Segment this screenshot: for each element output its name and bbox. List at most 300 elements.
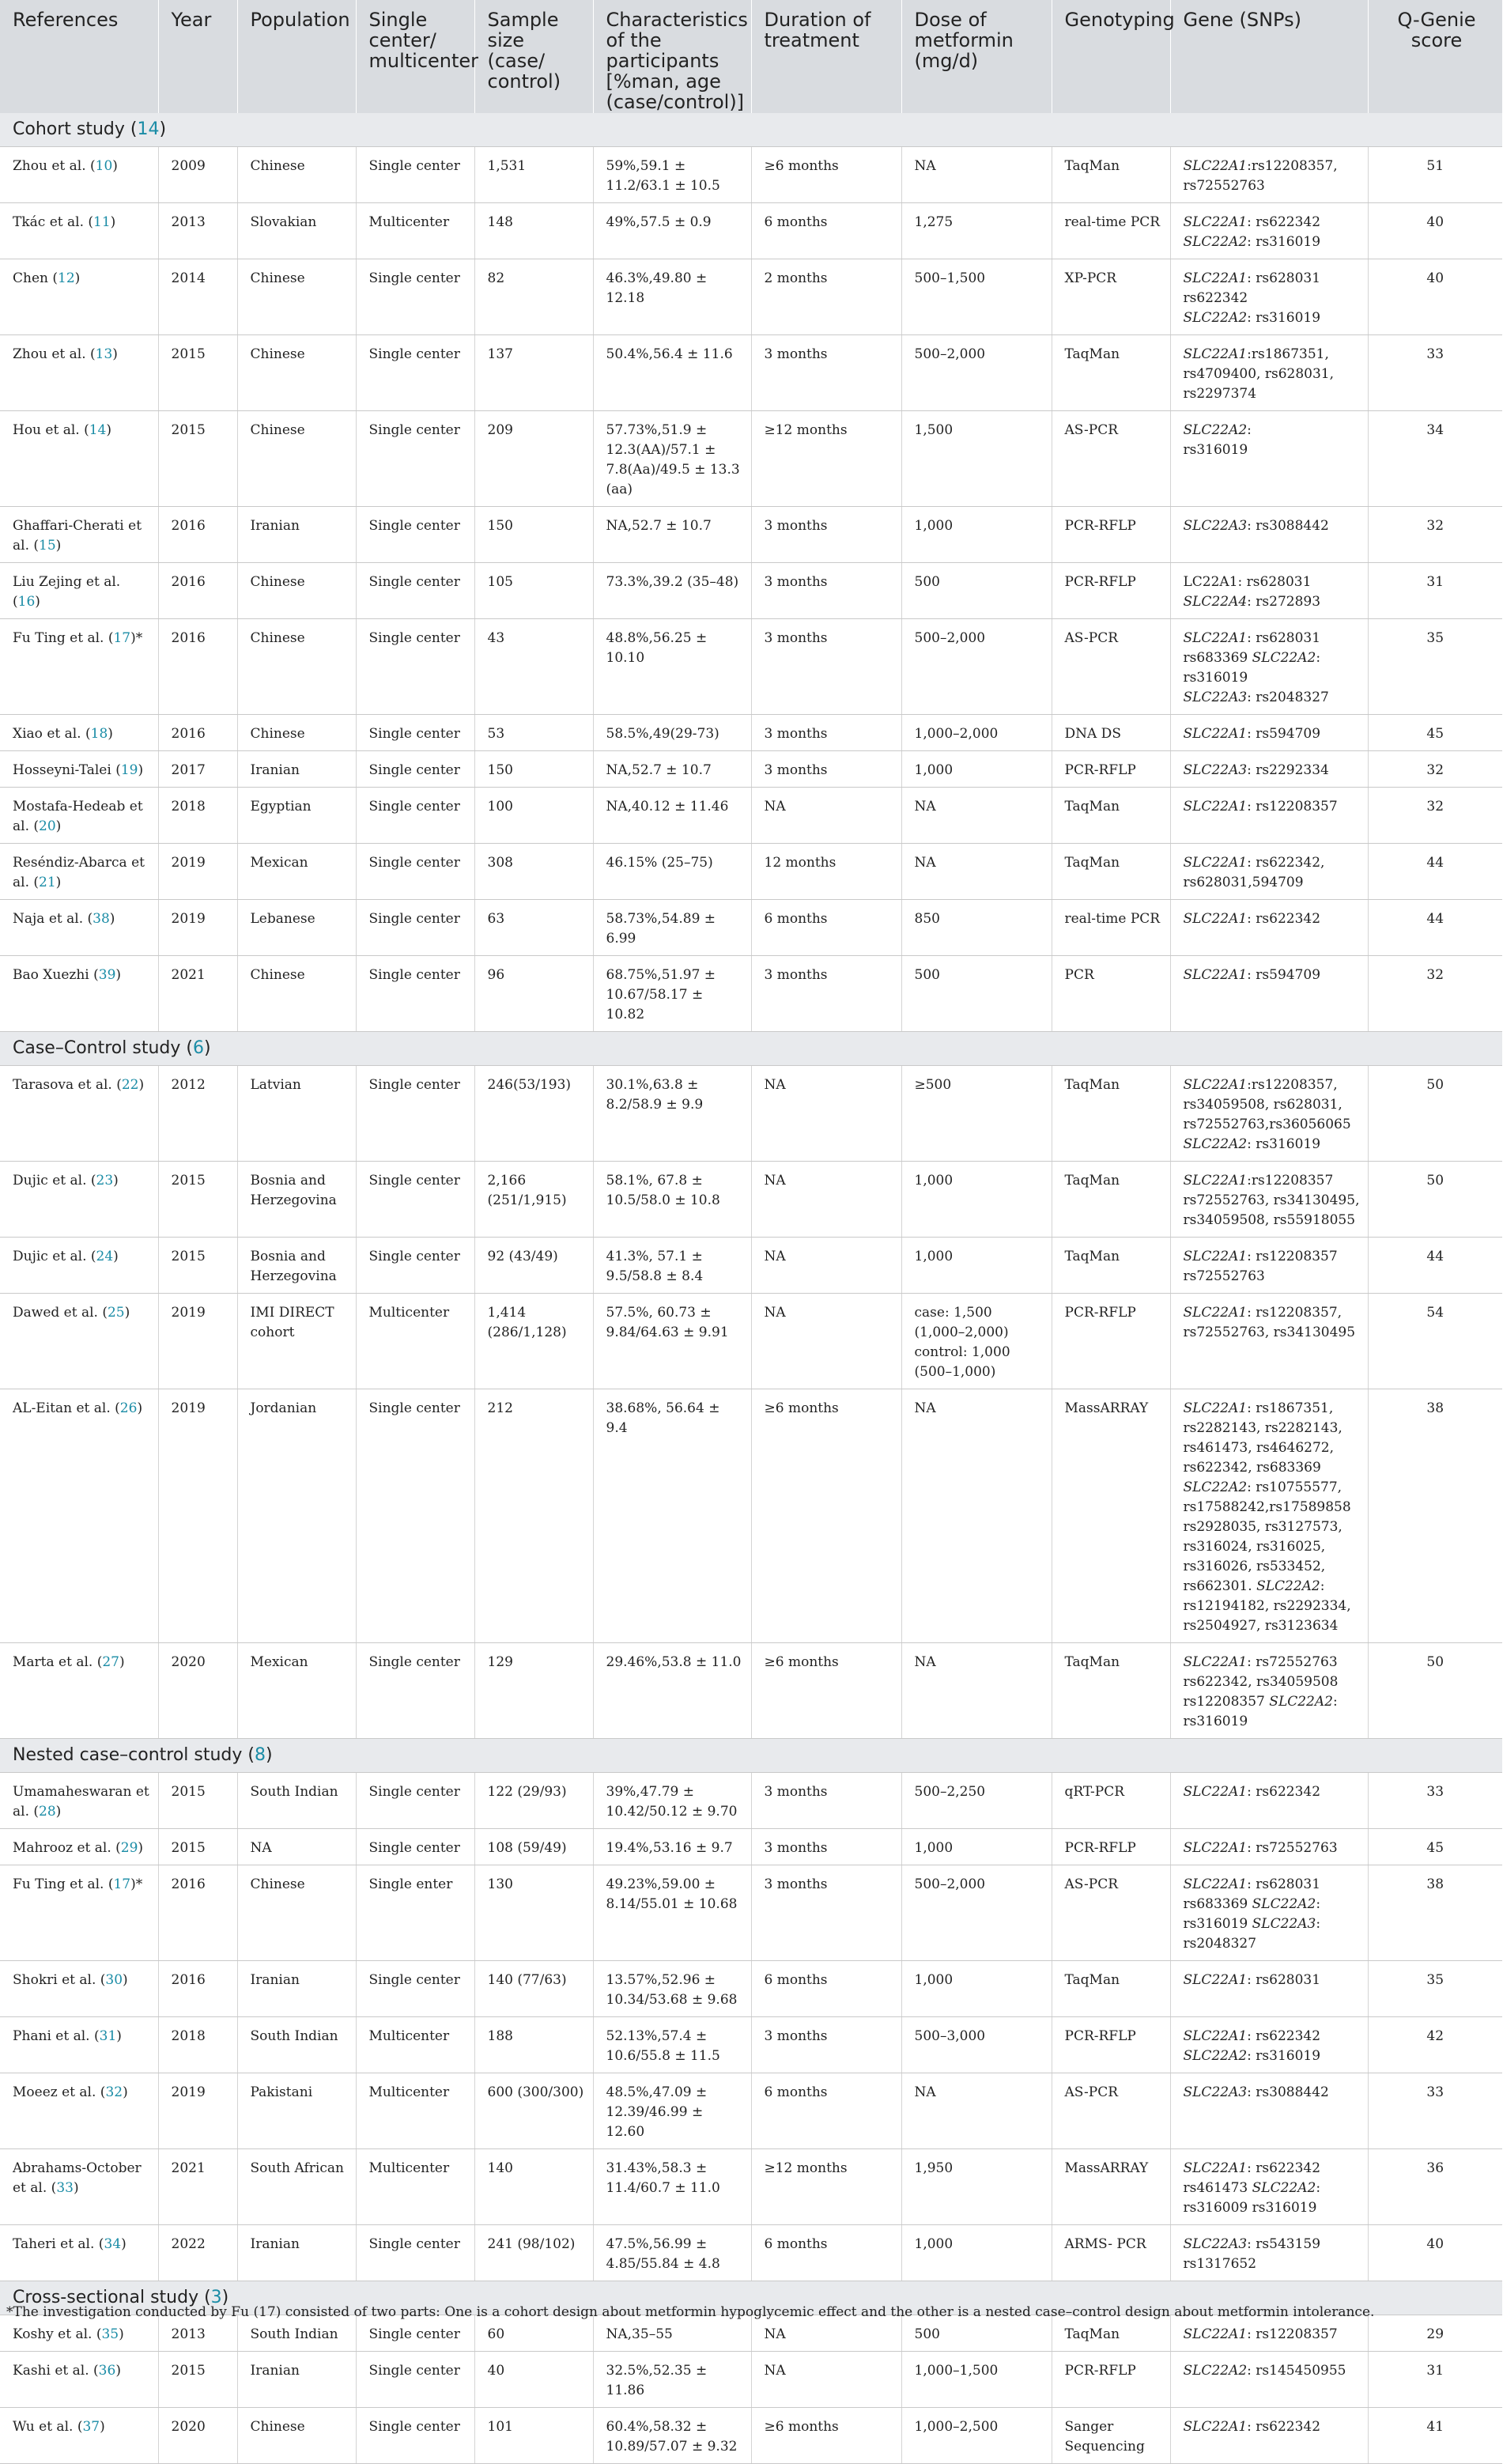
- year-cell: 2021: [158, 2149, 237, 2225]
- characteristics-cell: NA,40.12 ± 11.46: [593, 788, 751, 844]
- reference-author: Dawed et al. (: [13, 1305, 108, 1321]
- section-title: Case–Control study (6): [0, 1032, 1502, 1066]
- center-cell: Multicenter: [356, 2149, 474, 2225]
- sample-size-cell: 1,414 (286/1,128): [474, 1294, 593, 1389]
- reference-author: Naja et al. (: [13, 911, 93, 927]
- dose-cell: 500–1,500: [901, 259, 1052, 335]
- year-cell: 2009: [158, 147, 237, 203]
- population-cell: Latvian: [237, 1066, 356, 1162]
- genotyping-cell: PCR-RFLP: [1052, 1829, 1170, 1865]
- qgenie-score-cell: 31: [1368, 2352, 1502, 2408]
- population-cell: Mexican: [237, 1643, 356, 1739]
- header-year: Year: [158, 0, 237, 113]
- sample-size-cell: 2,166 (251/1,915): [474, 1162, 593, 1238]
- characteristics-cell: 48.8%,56.25 ± 10.10: [593, 619, 751, 715]
- year-cell: 2022: [158, 2225, 237, 2281]
- reference-author: Hosseyni-Talei (: [13, 762, 121, 778]
- qgenie-score-cell: 35: [1368, 619, 1502, 715]
- reference-cell: Kashi et al. (36): [0, 2352, 158, 2408]
- header-dose: Dose of metformin (mg/d): [901, 0, 1052, 113]
- duration-cell: 3 months: [751, 563, 901, 619]
- year-cell: 2018: [158, 788, 237, 844]
- header-genotyping: Genotyping: [1052, 0, 1170, 113]
- reference-link[interactable]: 21: [39, 875, 56, 890]
- characteristics-cell: 41.3%, 57.1 ± 9.5/58.8 ± 8.4: [593, 1238, 751, 1294]
- gene-snps-cell: SLC22A1: rs594709: [1170, 715, 1368, 751]
- characteristics-cell: 39%,47.79 ± 10.42/50.12 ± 9.70: [593, 1773, 751, 1829]
- qgenie-score-cell: 51: [1368, 147, 1502, 203]
- sample-size-cell: 101: [474, 2408, 593, 2464]
- population-cell: NA: [237, 1829, 356, 1865]
- center-cell: Single center: [356, 2408, 474, 2464]
- population-cell: Iranian: [237, 2225, 356, 2281]
- gene-snps-cell: SLC22A3: rs2292334: [1170, 751, 1368, 788]
- reference-cell: Zhou et al. (13): [0, 335, 158, 411]
- genotyping-cell: PCR: [1052, 956, 1170, 1032]
- genotyping-cell: AS-PCR: [1052, 1865, 1170, 1961]
- year-cell: 2016: [158, 1961, 237, 2017]
- reference-link[interactable]: 18: [90, 726, 108, 742]
- sample-size-cell: 129: [474, 1643, 593, 1739]
- qgenie-score-cell: 40: [1368, 203, 1502, 259]
- table-row: [0, 563, 1502, 619]
- table-row: [0, 1865, 1502, 1961]
- dose-cell: 850: [901, 900, 1052, 956]
- year-cell: 2020: [158, 1643, 237, 1739]
- reference-link[interactable]: 10: [95, 158, 113, 174]
- footnote: *The investigation conducted by Fu (17) consisted of two parts: One is a cohort design about metformin hypoglycemic effect and the other is a nested case–control design about metformin intolerance.: [6, 2304, 1375, 2320]
- genotyping-cell: TaqMan: [1052, 1961, 1170, 2017]
- qgenie-score-cell: 36: [1368, 2149, 1502, 2225]
- table-row: [0, 1066, 1502, 1162]
- header-duration: Duration of treatment: [751, 0, 901, 113]
- reference-link[interactable]: 17: [113, 1876, 131, 1892]
- table-row: [0, 715, 1502, 751]
- sample-size-cell: 130: [474, 1865, 593, 1961]
- reference-link[interactable]: 32: [105, 2084, 123, 2100]
- reference-cell: Bao Xuezhi (39): [0, 956, 158, 1032]
- dose-cell: 1,275: [901, 203, 1052, 259]
- dose-cell: case: 1,500 (1,000–2,000) control: 1,000 (500–1,000): [901, 1294, 1052, 1389]
- center-cell: Single center: [356, 1162, 474, 1238]
- genotyping-cell: TaqMan: [1052, 1162, 1170, 1238]
- reference-link[interactable]: 31: [99, 2028, 117, 2044]
- center-cell: Multicenter: [356, 203, 474, 259]
- reference-cell: Taheri et al. (34): [0, 2225, 158, 2281]
- reference-author: Wu et al. (: [13, 2419, 83, 2435]
- qgenie-score-cell: 29: [1368, 2315, 1502, 2352]
- reference-link[interactable]: 14: [89, 422, 107, 438]
- year-cell: 2015: [158, 2352, 237, 2408]
- section-name: Cross-sectional study (: [13, 2288, 211, 2307]
- reference-author: Chen (: [13, 270, 59, 286]
- reference-link[interactable]: 20: [39, 818, 56, 834]
- year-cell: 2019: [158, 2073, 237, 2149]
- sample-size-cell: 308: [474, 844, 593, 900]
- gene-snps-cell: SLC22A1:rs12208357, rs72552763: [1170, 147, 1368, 203]
- dose-cell: 500: [901, 956, 1052, 1032]
- reference-cell: Xiao et al. (18): [0, 715, 158, 751]
- duration-cell: 3 months: [751, 507, 901, 563]
- dose-cell: 500–2,000: [901, 335, 1052, 411]
- population-cell: Chinese: [237, 411, 356, 507]
- reference-cell: Hosseyni-Talei (19): [0, 751, 158, 788]
- population-cell: Jordanian: [237, 1389, 356, 1643]
- qgenie-score-cell: 54: [1368, 1294, 1502, 1389]
- sample-size-cell: 150: [474, 751, 593, 788]
- reference-link[interactable]: 33: [56, 2180, 74, 2196]
- characteristics-cell: 32.5%,52.35 ± 11.86: [593, 2352, 751, 2408]
- reference-author: Phani et al. (: [13, 2028, 100, 2044]
- table-row: [0, 2073, 1502, 2149]
- year-cell: 2013: [158, 203, 237, 259]
- genotyping-cell: TaqMan: [1052, 1238, 1170, 1294]
- reference-cell: Reséndiz-Abarca et al. (21): [0, 844, 158, 900]
- gene-snps-cell: SLC22A2: rs316019: [1170, 411, 1368, 507]
- reference-cell: Hou et al. (14): [0, 411, 158, 507]
- duration-cell: ≥12 months: [751, 411, 901, 507]
- reference-link[interactable]: 27: [102, 1654, 119, 1670]
- reference-cell: Dujic et al. (24): [0, 1238, 158, 1294]
- duration-cell: NA: [751, 1162, 901, 1238]
- population-cell: Egyptian: [237, 788, 356, 844]
- year-cell: 2016: [158, 1865, 237, 1961]
- table-row: [0, 1162, 1502, 1238]
- center-cell: Multicenter: [356, 1294, 474, 1389]
- qgenie-score-cell: 32: [1368, 956, 1502, 1032]
- duration-cell: ≥6 months: [751, 2408, 901, 2464]
- reference-cell: Liu Zejing et al. (16): [0, 563, 158, 619]
- reference-cell: Tkác et al. (11): [0, 203, 158, 259]
- dose-cell: 500–2,000: [901, 1865, 1052, 1961]
- center-cell: Single center: [356, 1961, 474, 2017]
- characteristics-cell: 46.3%,49.80 ± 12.18: [593, 259, 751, 335]
- genotyping-cell: AS-PCR: [1052, 619, 1170, 715]
- genotyping-cell: PCR-RFLP: [1052, 751, 1170, 788]
- gene-snps-cell: SLC22A1: rs12208357: [1170, 2315, 1368, 2352]
- table-row: [0, 1238, 1502, 1294]
- center-cell: Multicenter: [356, 2017, 474, 2073]
- duration-cell: NA: [751, 2352, 901, 2408]
- reference-author: Zhou et al. (: [13, 158, 96, 174]
- duration-cell: 3 months: [751, 715, 901, 751]
- duration-cell: 3 months: [751, 1829, 901, 1865]
- sample-size-cell: 40: [474, 2352, 593, 2408]
- duration-cell: 6 months: [751, 900, 901, 956]
- year-cell: 2013: [158, 2315, 237, 2352]
- reference-author: Mostafa-Hedeab et al. (: [13, 799, 143, 834]
- genotyping-cell: real-time PCR: [1052, 900, 1170, 956]
- population-cell: Chinese: [237, 619, 356, 715]
- genotyping-cell: Sanger Sequencing: [1052, 2408, 1170, 2464]
- qgenie-score-cell: 50: [1368, 1162, 1502, 1238]
- duration-cell: 6 months: [751, 2073, 901, 2149]
- population-cell: Chinese: [237, 335, 356, 411]
- center-cell: Single center: [356, 956, 474, 1032]
- reference-link[interactable]: 26: [119, 1400, 138, 1416]
- duration-cell: ≥6 months: [751, 1389, 901, 1643]
- sample-size-cell: 43: [474, 619, 593, 715]
- qgenie-score-cell: 38: [1368, 1389, 1502, 1643]
- gene-snps-cell: SLC22A1: rs622342 rs461473 SLC22A2: rs316009 rs316019: [1170, 2149, 1368, 2225]
- reference-link[interactable]: 29: [120, 1840, 138, 1856]
- header-sample-size: Sample size (case/ control): [474, 0, 593, 113]
- table-row: [0, 1643, 1502, 1739]
- qgenie-score-cell: 33: [1368, 1773, 1502, 1829]
- reference-cell: Dawed et al. (25): [0, 1294, 158, 1389]
- duration-cell: 6 months: [751, 1961, 901, 2017]
- gene-snps-cell: SLC22A1:rs12208357 rs72552763, rs34130495, rs34059508, rs55918055: [1170, 1162, 1368, 1238]
- population-cell: Pakistani: [237, 2073, 356, 2149]
- reference-author: Shokri et al. (: [13, 1972, 106, 1988]
- center-cell: Single center: [356, 1829, 474, 1865]
- duration-cell: 3 months: [751, 956, 901, 1032]
- year-cell: 2015: [158, 1238, 237, 1294]
- reference-link[interactable]: 12: [58, 270, 75, 286]
- center-cell: Single center: [356, 788, 474, 844]
- characteristics-cell: 31.43%,58.3 ± 11.4/60.7 ± 11.0: [593, 2149, 751, 2225]
- table-row: [0, 2149, 1502, 2225]
- duration-cell: 3 months: [751, 619, 901, 715]
- population-cell: Slovakian: [237, 203, 356, 259]
- dose-cell: 1,950: [901, 2149, 1052, 2225]
- characteristics-cell: NA,35–55: [593, 2315, 751, 2352]
- gene-snps-cell: SLC22A1:rs1867351, rs4709400, rs628031, rs2297374: [1170, 335, 1368, 411]
- characteristics-cell: NA,52.7 ± 10.7: [593, 751, 751, 788]
- center-cell: Single center: [356, 1773, 474, 1829]
- characteristics-cell: 57.5%, 60.73 ± 9.84/64.63 ± 9.91: [593, 1294, 751, 1389]
- population-cell: Chinese: [237, 259, 356, 335]
- reference-author: Tarasova et al. (: [13, 1077, 122, 1093]
- characteristics-cell: 13.57%,52.96 ± 10.34/53.68 ± 9.68: [593, 1961, 751, 2017]
- reference-link[interactable]: 19: [120, 762, 138, 778]
- genotyping-cell: AS-PCR: [1052, 411, 1170, 507]
- qgenie-score-cell: 50: [1368, 1643, 1502, 1739]
- dose-cell: 1,000: [901, 1162, 1052, 1238]
- sample-size-cell: 53: [474, 715, 593, 751]
- dose-cell: 500: [901, 2315, 1052, 2352]
- gene-snps-cell: SLC22A1: rs72552763 rs622342, rs34059508 rs12208357 SLC22A2: rs316019: [1170, 1643, 1368, 1739]
- table-row: [0, 507, 1502, 563]
- year-cell: 2015: [158, 1162, 237, 1238]
- characteristics-cell: 49.23%,59.00 ± 8.14/55.01 ± 10.68: [593, 1865, 751, 1961]
- sample-size-cell: 60: [474, 2315, 593, 2352]
- characteristics-cell: 38.68%, 56.64 ± 9.4: [593, 1389, 751, 1643]
- reference-author: Abrahams-October et al. (: [13, 2160, 142, 2196]
- sample-size-cell: 122 (29/93): [474, 1773, 593, 1829]
- reference-link[interactable]: 30: [105, 1972, 123, 1988]
- qgenie-score-cell: 32: [1368, 751, 1502, 788]
- reference-link[interactable]: 25: [107, 1305, 125, 1321]
- reference-author: Hou et al. (: [13, 422, 89, 438]
- table-row: [0, 751, 1502, 788]
- reference-cell: AL-Eitan et al. (26): [0, 1389, 158, 1643]
- qgenie-score-cell: 35: [1368, 1961, 1502, 2017]
- reference-link[interactable]: 16: [17, 594, 36, 610]
- qgenie-score-cell: 40: [1368, 2225, 1502, 2281]
- reference-cell: Abrahams-October et al. (33): [0, 2149, 158, 2225]
- dose-cell: 500–2,000: [901, 619, 1052, 715]
- reference-author: Mahrooz et al. (: [13, 1840, 121, 1856]
- sample-size-cell: 96: [474, 956, 593, 1032]
- reference-link[interactable]: 23: [96, 1173, 114, 1189]
- center-cell: Single center: [356, 335, 474, 411]
- population-cell: South Indian: [237, 2315, 356, 2352]
- sample-size-cell: 241 (98/102): [474, 2225, 593, 2281]
- population-cell: South Indian: [237, 1773, 356, 1829]
- center-cell: Single center: [356, 2315, 474, 2352]
- reference-link[interactable]: 28: [39, 1804, 56, 1820]
- center-cell: Single center: [356, 147, 474, 203]
- center-cell: Single center: [356, 563, 474, 619]
- genotyping-cell: TaqMan: [1052, 844, 1170, 900]
- year-cell: 2015: [158, 335, 237, 411]
- sample-size-cell: 137: [474, 335, 593, 411]
- center-cell: Single center: [356, 259, 474, 335]
- population-cell: Chinese: [237, 1865, 356, 1961]
- dose-cell: 500–2,250: [901, 1773, 1052, 1829]
- characteristics-cell: 58.1%, 67.8 ± 10.5/58.0 ± 10.8: [593, 1162, 751, 1238]
- qgenie-score-cell: 38: [1368, 1865, 1502, 1961]
- table-row: [0, 619, 1502, 715]
- reference-link[interactable]: 36: [98, 2363, 116, 2379]
- gene-snps-cell: SLC22A1: rs622342 SLC22A2: rs316019: [1170, 203, 1368, 259]
- genotyping-cell: TaqMan: [1052, 2315, 1170, 2352]
- gene-snps-cell: SLC22A1: rs628031: [1170, 1961, 1368, 2017]
- reference-cell: Wu et al. (37): [0, 2408, 158, 2464]
- gene-snps-cell: LC22A1: rs628031 SLC22A4: rs272893: [1170, 563, 1368, 619]
- reference-link[interactable]: 17: [113, 630, 131, 646]
- year-cell: 2019: [158, 844, 237, 900]
- reference-link[interactable]: 37: [82, 2419, 100, 2435]
- sample-size-cell: 140 (77/63): [474, 1961, 593, 2017]
- qgenie-score-cell: 44: [1368, 1238, 1502, 1294]
- dose-cell: 1,000: [901, 1829, 1052, 1865]
- gene-snps-cell: SLC22A1: rs628031 rs622342 SLC22A2: rs316019: [1170, 259, 1368, 335]
- reference-link[interactable]: 35: [101, 2326, 119, 2342]
- qgenie-score-cell: 31: [1368, 563, 1502, 619]
- dose-cell: 1,000: [901, 751, 1052, 788]
- dose-cell: 1,000–2,000: [901, 715, 1052, 751]
- qgenie-score-cell: 45: [1368, 1829, 1502, 1865]
- qgenie-score-cell: 33: [1368, 2073, 1502, 2149]
- gene-snps-cell: SLC22A1: rs12208357: [1170, 788, 1368, 844]
- table-row: [0, 259, 1502, 335]
- dose-cell: 1,000: [901, 507, 1052, 563]
- gene-snps-cell: SLC22A1: rs622342, rs628031,594709: [1170, 844, 1368, 900]
- year-cell: 2019: [158, 900, 237, 956]
- characteristics-cell: 57.73%,51.9 ± 12.3(AA)/57.1 ± 7.8(Aa)/49.5 ± 13.3 (aa): [593, 411, 751, 507]
- reference-link[interactable]: 38: [93, 911, 110, 927]
- year-cell: 2021: [158, 956, 237, 1032]
- table-row: [0, 2352, 1502, 2408]
- center-cell: Single center: [356, 2225, 474, 2281]
- table-row: [0, 203, 1502, 259]
- population-cell: Chinese: [237, 2408, 356, 2464]
- duration-cell: ≥12 months: [751, 2149, 901, 2225]
- genotyping-cell: PCR-RFLP: [1052, 563, 1170, 619]
- qgenie-score-cell: 40: [1368, 259, 1502, 335]
- gene-snps-cell: SLC22A1: rs622342: [1170, 900, 1368, 956]
- reference-link[interactable]: 15: [39, 538, 56, 554]
- center-cell: Single center: [356, 619, 474, 715]
- reference-link[interactable]: 22: [121, 1077, 139, 1093]
- section-name: Case–Control study (: [13, 1038, 193, 1058]
- characteristics-cell: 60.4%,58.32 ± 10.89/57.07 ± 9.32: [593, 2408, 751, 2464]
- center-cell: Single center: [356, 1389, 474, 1643]
- reference-link[interactable]: 11: [93, 214, 111, 230]
- reference-author: Kashi et al. (: [13, 2363, 99, 2379]
- duration-cell: 12 months: [751, 844, 901, 900]
- characteristics-cell: 58.73%,54.89 ± 6.99: [593, 900, 751, 956]
- reference-author: Liu Zejing et al. (: [13, 574, 121, 610]
- dose-cell: 1,000–2,500: [901, 2408, 1052, 2464]
- reference-link[interactable]: 13: [95, 346, 113, 362]
- dose-cell: NA: [901, 1389, 1052, 1643]
- section-count: 14: [137, 119, 160, 139]
- duration-cell: 3 months: [751, 2017, 901, 2073]
- center-cell: Single center: [356, 411, 474, 507]
- center-cell: Single center: [356, 751, 474, 788]
- dose-cell: 1,500: [901, 411, 1052, 507]
- section-title: Cross-sectional study (3): [0, 2281, 1502, 2315]
- reference-author: Umamaheswaran et al. (: [13, 1784, 149, 1820]
- reference-link[interactable]: 24: [96, 1249, 114, 1264]
- table-row: [0, 411, 1502, 507]
- duration-cell: NA: [751, 1294, 901, 1389]
- characteristics-cell: 52.13%,57.4 ± 10.6/55.8 ± 11.5: [593, 2017, 751, 2073]
- characteristics-cell: 47.5%,56.99 ± 4.85/55.84 ± 4.8: [593, 2225, 751, 2281]
- sample-size-cell: 1,531: [474, 147, 593, 203]
- reference-cell: Tarasova et al. (22): [0, 1066, 158, 1162]
- reference-cell: Shokri et al. (30): [0, 1961, 158, 2017]
- gene-snps-cell: SLC22A1: rs12208357 rs72552763: [1170, 1238, 1368, 1294]
- reference-author: Dujic et al. (: [13, 1249, 96, 1264]
- year-cell: 2015: [158, 1773, 237, 1829]
- qgenie-score-cell: 41: [1368, 2408, 1502, 2464]
- gene-snps-cell: SLC22A1: rs72552763: [1170, 1829, 1368, 1865]
- gene-snps-cell: SLC22A1: rs594709: [1170, 956, 1368, 1032]
- dose-cell: 1,000: [901, 2225, 1052, 2281]
- table-body: [0, 113, 1502, 2464]
- dose-cell: ≥500: [901, 1066, 1052, 1162]
- section-name: Cohort study (: [13, 119, 138, 139]
- gene-snps-cell: SLC22A1: rs1867351, rs2282143, rs2282143, rs461473, rs4646272, rs622342, rs683369 SLC22A2: rs10755577, rs17588242,rs17589858 rs2928035, rs3127573, rs316024, rs316025, rs316026, rs533452, rs662301. SLC22A2: rs12194182, rs2292334, rs2504927, rs3123634: [1170, 1389, 1368, 1643]
- population-cell: Iranian: [237, 507, 356, 563]
- characteristics-cell: 49%,57.5 ± 0.9: [593, 203, 751, 259]
- center-cell: Single enter: [356, 1865, 474, 1961]
- reference-link[interactable]: 39: [98, 967, 116, 983]
- reference-cell: Moeez et al. (32): [0, 2073, 158, 2149]
- section-name: Nested case–control study (: [13, 1745, 255, 1765]
- gene-snps-cell: SLC22A1: rs628031 rs683369 SLC22A2: rs316019 SLC22A3: rs2048327: [1170, 1865, 1368, 1961]
- table-row: [0, 1773, 1502, 1829]
- duration-cell: 3 months: [751, 335, 901, 411]
- population-cell: Mexican: [237, 844, 356, 900]
- section-count: 6: [192, 1038, 204, 1058]
- section-title: Cohort study (14): [0, 113, 1502, 147]
- gene-snps-cell: SLC22A1: rs622342: [1170, 1773, 1368, 1829]
- dose-cell: 1,000–1,500: [901, 2352, 1052, 2408]
- reference-link[interactable]: 34: [104, 2236, 122, 2252]
- qgenie-score-cell: 34: [1368, 411, 1502, 507]
- sample-size-cell: 63: [474, 900, 593, 956]
- reference-author: Fu Ting et al. (: [13, 630, 114, 646]
- table-row: [0, 335, 1502, 411]
- genotyping-cell: TaqMan: [1052, 1643, 1170, 1739]
- duration-cell: ≥6 months: [751, 1643, 901, 1739]
- reference-cell: Ghaffari-Cherati et al. (15): [0, 507, 158, 563]
